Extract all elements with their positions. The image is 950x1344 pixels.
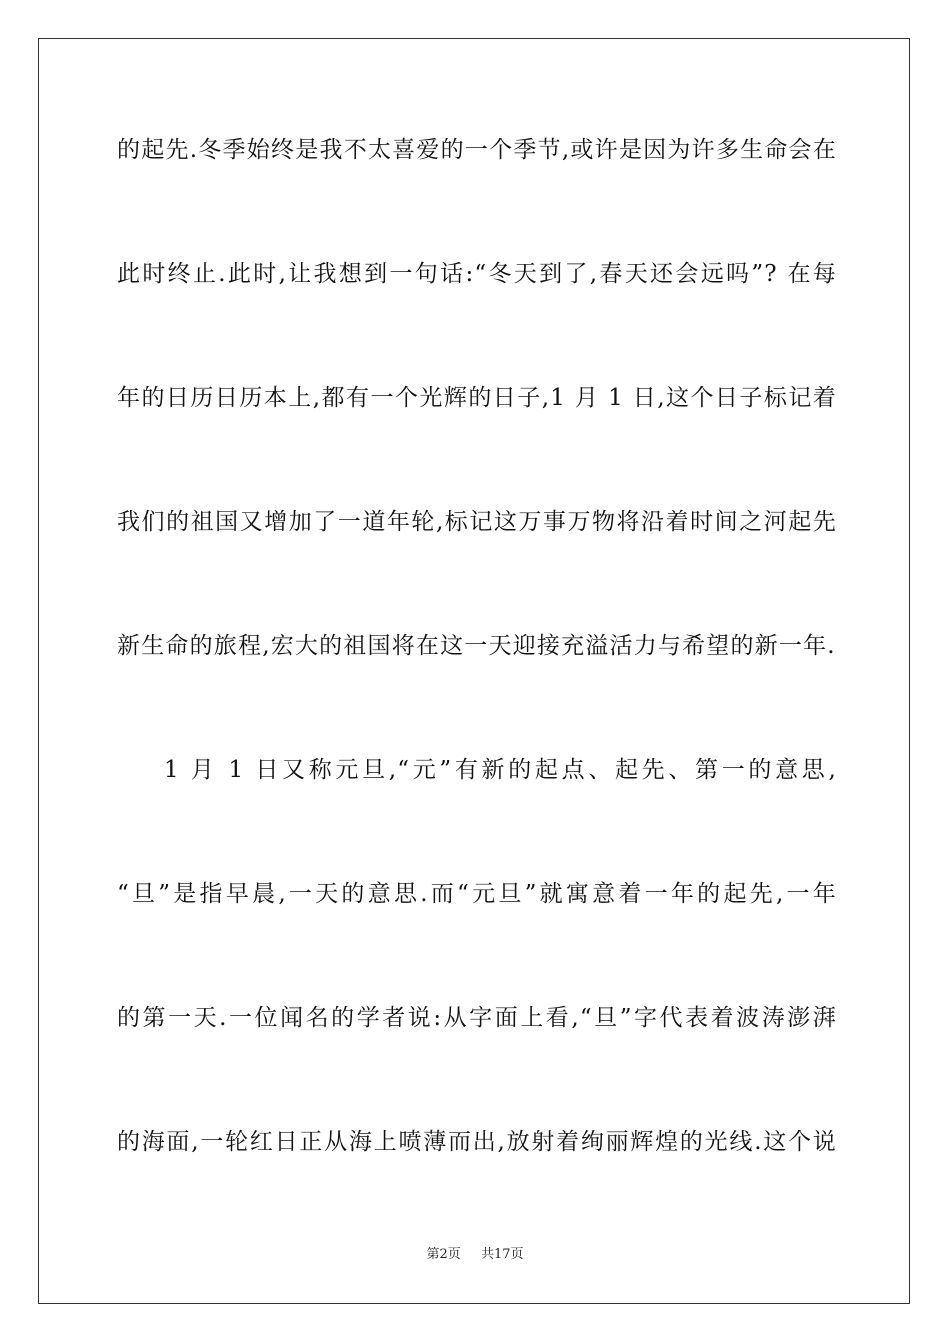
page-total: 共17页 [480,1247,524,1262]
body-text-line-7: “旦”是指早晨,一天的意思.而“元旦”就寓意着一年的起先,一年 [117,881,837,907]
body-text-line-1: 的起先.冬季始终是我不太喜爱的一个季节,或许是因为许多生命会在 [117,137,837,163]
page-number: 第2页 [426,1247,461,1262]
page-border [38,38,910,1304]
body-text-line-3: 年的日历日历本上,都有一个光辉的日子,1 月 1 日,这个日子标记着 [117,385,837,411]
paragraph-first-line: 1 月 1 日又称元旦,“元”有新的起点、起先、第一的意思, [164,757,837,783]
page-footer [0,1246,950,1264]
body-text-line-5: 新生命的旅程,宏大的祖国将在这一天迎接充溢活力与希望的新一年. [117,633,836,659]
body-text-line-8: 的第一天.一位闻名的学者说:从字面上看,“旦”字代表着波涛澎湃 [117,1005,837,1031]
body-text-line-9: 的海面,一轮红日正从海上喷薄而出,放射着绚丽辉煌的光线.这个说 [117,1129,837,1155]
body-text-line-2: 此时终止.此时,让我想到一句话:“冬天到了,春天还会远吗”? 在每 [117,261,837,287]
body-text-line-4: 我们的祖国又增加了一道年轮,标记这万事万物将沿着时间之河起先 [117,509,837,535]
